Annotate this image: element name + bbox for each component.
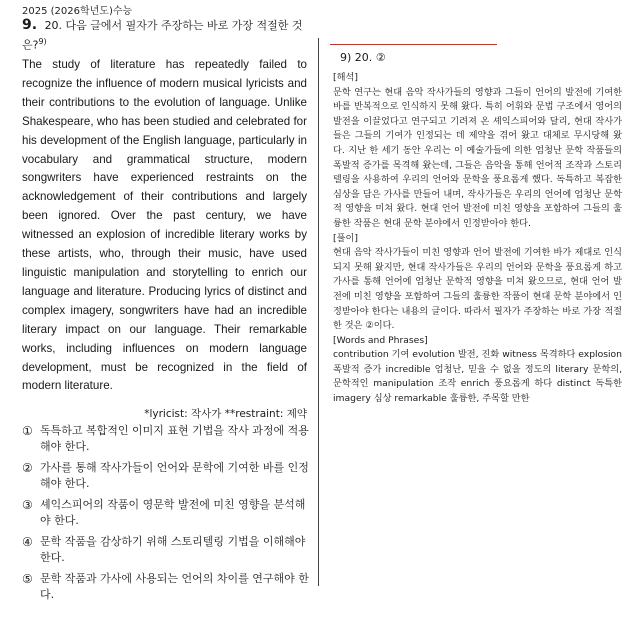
choice-text: 독특하고 복합적인 이미지 표현 기법을 작사 과정에 적용해야 한다.	[40, 424, 309, 453]
choice-mark: ⑤	[22, 572, 33, 586]
question-prompt: 20. 다음 글에서 필자가 주장하는 바로 가장 적절한 것은?	[22, 19, 303, 52]
words-text: contribution 기여 evolution 발전, 진화 witness 목격하다 explosion 폭발적 증가 incredible 엄청난, 믿을 수 없을 정도의 literary 문학의, 문학적인 manipulation 조작 enrich 풍요롭게 하다 distinct 독특한 imagery 심상 remarkable 훌륭한, 주목할 만한	[333, 349, 622, 405]
choice-5[interactable]	[22, 571, 312, 603]
footnote-ref: 9)	[38, 37, 47, 46]
words-heading: [Words and Phrases]	[333, 334, 428, 346]
choice-mark: ②	[22, 461, 33, 475]
exam-year-label: 2025 (2026학년도)수능	[22, 6, 133, 17]
choice-text: 가사를 통해 작사가들이 언어와 문학에 기여한 바를 인정해야 한다.	[40, 461, 309, 490]
choice-text: 셰익스피어의 작품이 영문학 발전에 미친 영향을 분석해야 한다.	[40, 498, 306, 527]
column-divider	[318, 38, 319, 586]
choice-4[interactable]	[22, 534, 312, 566]
answer-commentary	[333, 71, 622, 407]
vocab-footnote: *lyricist: 작사가 **restraint: 제약	[144, 408, 307, 420]
reading-passage: The study of literature has repeatedly failed to recognize the influence of modern musical lyricists and their contributions to the evolution of language. Unlike Shakespeare, who has been studied and celebrated for his development of the English language, particularly in vocabulary and grammatical structure, modern songwriters have experienced restraints on the acknowledgement of their contributions and largely been ignored. Over the past century, we have witnessed an explosion of incredible literary works by these artists, who, through their music, have used linguistic manipulation and storytelling to enrich our language and literature. Producing lyrics of distinct and complex imagery, songwriters have had an incredible literary impact on our language. Their remarkable works, including influences on modern language development, must be recognized in the field of modern literature.	[22, 58, 307, 393]
answer-rule	[330, 44, 497, 45]
translation-text: 문학 연구는 현대 음악 작사가들의 영향과 그들이 언어의 발전에 기여한 바를 반복적으로 인식하지 못해 왔다. 특히 어휘와 문법 구조에서 영어의 발전을 이끌었다고 연구되고 기려져 온 셰익스피어와 달리, 현대 작사가들은 그들의 기여가 인정되는 데 제약을 겪어 왔고 대체로 무시당해 왔다. 지난 한 세기 동안 우리는 이 예술가들에 의한 엄청난 문학 작품들의 폭발적 증가를 목격해 왔는데, 그들은 음악을 통해 언어적 조작과 스토리텔링을 사용하여 우리의 언어와 문학을 풍요롭게 했다. 독특하고 복잡한 심상을 담은 가사를 만들어 내며, 작사가들은 우리의 언어에 엄청난 문학적 영향을 미쳐 왔다. 현대 언어 발전에 미친 영향을 포함하여 그들의 훌륭한 작품은 현대 문학 분야에서 인정받아야 한다.	[333, 86, 622, 229]
explanation-text: 현대 음악 작사가들이 미친 영향과 언어 발전에 기여한 바가 제대로 인식되지 못해 왔지만, 현대 작사가들은 우리의 언어와 문학을 풍요롭게 하고 가사를 통해 언어에 엄청난 문학적 영향을 미쳐 왔으므로, 현대 언어 발전에 미친 영향을 포함하여 그들의 훌륭한 작품이 현대 문학 분야에서 인정받아야 한다는 내용의 글이다. 따라서 필자가 주장하는 바로 가장 적절한 것은 ②이다.	[333, 247, 622, 332]
question-header	[22, 17, 312, 54]
choice-mark: ④	[22, 535, 33, 549]
translation-heading: [해석]	[333, 72, 358, 83]
question-number: 9.	[22, 17, 38, 33]
answer-label: 9) 20. ②	[340, 51, 386, 64]
choice-text: 문학 작품을 감상하기 위해 스토리텔링 기법을 이해해야 한다.	[40, 535, 306, 564]
choice-2[interactable]	[22, 460, 312, 492]
choice-3[interactable]	[22, 497, 312, 529]
choice-mark: ①	[22, 424, 33, 438]
choice-text: 문학 작품과 가사에 사용되는 언어의 차이를 연구해야 한다.	[40, 572, 309, 601]
explanation-heading: [풀이]	[333, 232, 358, 244]
choice-1[interactable]	[22, 423, 312, 455]
answer-choices	[22, 423, 312, 608]
choice-mark: ③	[22, 498, 33, 512]
